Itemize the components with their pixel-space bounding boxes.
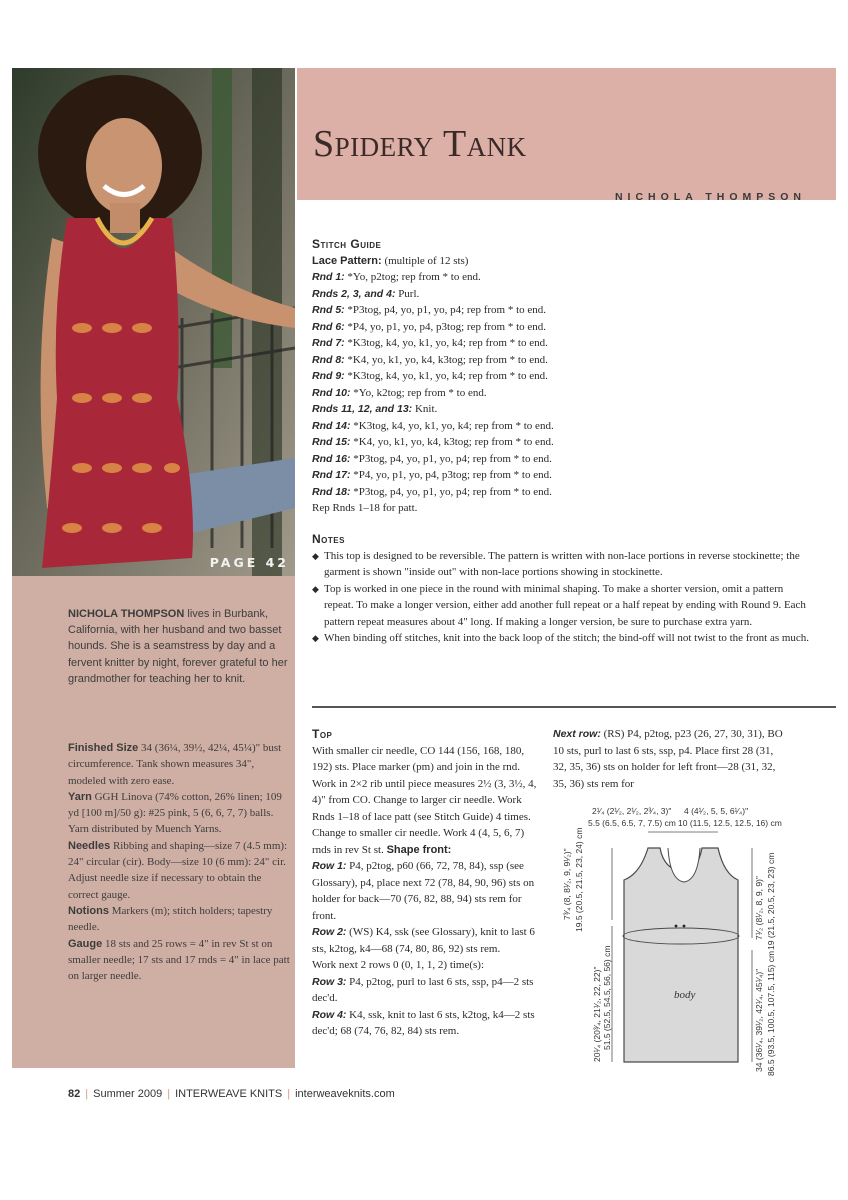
- spec-item: [68, 936, 290, 985]
- row-label: Rnd 14:: [312, 419, 351, 432]
- instruction-row: [312, 974, 538, 1007]
- page-reference: PAGE 42: [209, 555, 289, 570]
- top-intro-text: With smaller cir needle, CO 144 (156, 168, 180, 192) sts. Place marker (pm) and join in the rnd. Work in 2×2 rib until piece measures 2½ (3, 3½, 4, 4)" from CO. Change to larger cir needle. Work Rnds 1–18 of lace patt (see Stitch Guide) 4 times. Change to smaller cir needle. Work 4 (4, 5, 6, 7) rnds in rev St st.: [312, 744, 537, 856]
- spec-text: Markers (m); stitch holders; tapestry needle.: [68, 904, 273, 934]
- spec-text: 18 sts and 25 rows = 4" in rev St st on smaller needle; 17 sts and 17 rnds = 4" in lace patt on larger needle.: [68, 937, 290, 983]
- dim-top-right-in: 4 (4¹⁄₂, 5, 5, 6¹⁄₄)": [684, 806, 749, 816]
- row-text: *K3tog, k4, yo, k1, yo, k4; rep from * to end.: [350, 419, 554, 432]
- stitch-row: [312, 368, 812, 385]
- row-text: *K4, yo, k1, yo, k4, k3tog; rep from * to end.: [344, 353, 548, 366]
- spec-text: 34 (36¼, 39½, 42¼, 45¼)" bust circumference. Tank shown measures 34", modeled with zero ease.: [68, 742, 282, 787]
- top-intro: [312, 743, 538, 859]
- stitch-row: [312, 418, 812, 435]
- dim-top-left-cm: 5.5 (6.5, 6.5, 7, 7.5) cm: [588, 818, 676, 828]
- spec-text: Ribbing and shaping—size 7 (4.5 mm): 24" circular (cir). Body—size 10 (6 mm): 24" cir. Adjust needle size if necessary to obtain the correct gauge.: [68, 839, 288, 901]
- photo-illustration: [12, 68, 295, 576]
- author-byline: NICHOLA THOMPSON: [614, 191, 806, 203]
- row-text: *P4, yo, p1, yo, p4, p3tog; rep from * to end.: [344, 320, 547, 333]
- row-label: Rnds 2, 3, and 4:: [312, 287, 396, 300]
- stitch-row: [312, 401, 812, 418]
- notes-list: [312, 548, 812, 647]
- top-heading: Top: [312, 727, 333, 741]
- row-label: Row 3:: [312, 975, 347, 988]
- website-link[interactable]: interweaveknits.com: [295, 1088, 395, 1100]
- row-label: Rnd 17:: [312, 469, 351, 481]
- lace-text: (multiple of 12 sts): [381, 254, 469, 267]
- stitch-row: [312, 385, 812, 402]
- note-item: ◆ This top is designed to be reversible. The pattern is written with non-lace portions in reverse stockinette; the garment is shown "inside out" with non-lace portions showing in stockinette.: [312, 548, 812, 581]
- dim-right-upper: 7¹⁄₂ (8¹⁄₂, 8, 9, 9)": [754, 876, 764, 940]
- row-text: Purl.: [395, 287, 420, 300]
- magazine-name: INTERWEAVE KNITS: [175, 1088, 283, 1100]
- marker-dot: [675, 925, 678, 928]
- stitch-row: [312, 269, 812, 286]
- schematic-diagram: [560, 800, 836, 1080]
- footer-separator: |: [287, 1088, 291, 1100]
- lace-pattern: [312, 253, 812, 270]
- row-text: *P3tog, p4, yo, p1, yo, p4; rep from * to end.: [344, 304, 547, 316]
- stitch-row: [312, 434, 812, 451]
- bio-text: lives in Burbank, California, with her husband and two basset hounds. She is a seamstress by day and a fervent knitter by night, forever grateful to her grandmother for teaching her to knit.: [68, 608, 288, 685]
- spec-label: Needles: [68, 839, 111, 852]
- dim-left-lower: 20¹⁄₄ (20³⁄₄, 21¹⁄₂, 22, 22)": [592, 966, 602, 1062]
- notes-section: [312, 531, 812, 647]
- row-text: *P4, yo, p1, yo, p4, p3tog; rep from * to end.: [350, 469, 552, 481]
- spec-text: GGH Linova (74% cotton, 26% linen; 109 yd [100 m]/50 g): #25 pink, 5 (6, 6, 7, 7) balls. Yarn distributed by Muench Yarns.: [68, 790, 282, 836]
- issue: Summer 2009: [93, 1088, 163, 1100]
- instruction-row: [312, 1007, 538, 1040]
- note-item: ◆ When binding off stitches, knit into the back loop of the stitch; the bind-off will not twist to the front as much.: [312, 630, 812, 647]
- row-text: (WS) K4, ssk (see Glossary), knit to last 6 sts, k2tog, k4—68 (74, 80, 86, 92) sts rem.: [312, 926, 535, 955]
- spec-label: Notions: [68, 904, 109, 917]
- row-label: Rnd 8:: [312, 353, 345, 366]
- row-text: *Yo, p2tog; rep from * to end.: [344, 271, 481, 283]
- row-label: Rnd 10:: [312, 386, 351, 399]
- designer-bio: [68, 606, 288, 687]
- next-row: [553, 726, 789, 792]
- spec-item: [68, 838, 290, 903]
- stitch-row: [312, 467, 812, 484]
- bio-name: NICHOLA THOMPSON: [68, 608, 185, 620]
- stitch-guide: [312, 236, 812, 517]
- lace-label: Lace Pattern:: [312, 254, 382, 267]
- row-label: Rnd 5:: [312, 304, 345, 316]
- model-photo: [12, 68, 295, 576]
- note-item: ◆ Top is worked in one piece in the round with minimal shaping. To make a shorter version, omit a pattern repeat. To make a longer version, either add another full repeat or a half repeat by ending with Round 9. Each pattern repeat measures about 4" long. If making a longer version, be sure to purchase extra yarn.: [312, 581, 812, 631]
- footer-separator: |: [85, 1088, 89, 1100]
- page-title: Spidery Tank: [313, 123, 527, 165]
- row-text: Knit.: [412, 403, 438, 415]
- row-text: *Yo, k2tog; rep from * to end.: [350, 386, 487, 399]
- row-label: Rnd 9:: [312, 370, 345, 382]
- dim-top-right-cm: 10 (11.5, 12.5, 12.5, 16) cm: [678, 818, 782, 828]
- row-text: *K3tog, k4, yo, k1, yo, k4; rep from * to end.: [344, 337, 548, 349]
- stitch-repeat: Rep Rnds 1–18 for patt.: [312, 502, 418, 514]
- row-label: Rnd 1:: [312, 271, 345, 283]
- spec-label: Gauge: [68, 937, 103, 950]
- shape-front-label: Shape front:: [386, 843, 452, 856]
- stitch-row: [312, 484, 812, 501]
- stitch-guide-heading: Stitch Guide: [312, 237, 382, 251]
- stitch-row: [312, 286, 812, 303]
- stitch-row: [312, 319, 812, 336]
- stitch-row: [312, 335, 812, 352]
- top-instructions: [312, 726, 538, 1040]
- row-label: Row 4:: [312, 1008, 347, 1021]
- dim-left-lower-cm: 51.5 (52.5, 54.5, 56, 56) cm: [602, 945, 612, 1050]
- row-label: Rnds 11, 12, and 13:: [312, 403, 413, 415]
- spec-item: [68, 789, 290, 838]
- work-next-text: Work next 2 rows 0 (0, 1, 1, 2) time(s):: [312, 959, 485, 971]
- marker-dot: [683, 925, 686, 928]
- row-label: Row 1:: [312, 860, 347, 872]
- next-row-instructions: [553, 726, 789, 792]
- row-label: Rnd 7:: [312, 337, 345, 349]
- sidebar: [12, 576, 295, 1068]
- dim-left-upper-cm: 19.5 (20.5, 21.5, 23, 24) cm: [574, 827, 584, 932]
- stitch-row: [312, 302, 812, 319]
- dim-top-left-in: 2¹⁄₄ (2¹⁄₂, 2¹⁄₂, 2³⁄₄, 3)": [592, 806, 672, 816]
- row-label: Rnd 15:: [312, 436, 351, 448]
- dim-right-lower-cm: 86.5 (93.5, 100.5, 107.5, 115) cm: [766, 950, 776, 1076]
- instruction-row: [312, 924, 538, 957]
- row-text: *K4, yo, k1, yo, k4, k3tog; rep from * to end.: [350, 436, 554, 448]
- page-footer: [68, 1088, 395, 1100]
- spec-item: [68, 740, 290, 789]
- row-text: *P3tog, p4, yo, p1, yo, p4; rep from * to end.: [350, 485, 552, 498]
- spec-label: Yarn: [68, 790, 92, 803]
- row-text: P4, p2tog, purl to last 6 sts, ssp, p4—2 sts dec'd.: [312, 975, 534, 1004]
- dim-right-upper-cm: 19 (21.5, 20.5, 23, 23) cm: [766, 852, 776, 950]
- pattern-specs: [68, 740, 290, 984]
- body-label: body: [674, 989, 696, 1001]
- dim-right-lower: 34 (36¹⁄₄, 39¹⁄₂, 42¹⁄₄, 45¹⁄₄)": [754, 968, 764, 1072]
- title-band: [297, 68, 836, 203]
- footer-separator: |: [167, 1088, 171, 1100]
- garment-schematic: [560, 800, 836, 1080]
- stitch-row: [312, 352, 812, 369]
- row-text: K4, ssk, knit to last 6 sts, k2tog, k4—2 sts dec'd; 68 (74, 76, 82, 84) sts rem.: [312, 1008, 535, 1037]
- row-text: P4, p2tog, p60 (66, 72, 78, 84), ssp (see Glossary), p4, place next 72 (78, 84, 90, 96) sts on holder for back—70 (76, 82, 88, 94) sts rem for front.: [312, 860, 535, 922]
- row-label: Next row:: [553, 728, 601, 740]
- instruction-row: [312, 858, 538, 924]
- row-label: Rnd 16:: [312, 452, 351, 465]
- section-divider: [312, 706, 836, 708]
- stitch-row: [312, 451, 812, 468]
- row-label: Rnd 18:: [312, 485, 351, 498]
- dim-left-upper: 7³⁄₄ (8, 8¹⁄₂, 9, 9¹⁄₂)": [562, 848, 572, 920]
- row-label: Rnd 6:: [312, 320, 345, 333]
- row-label: Row 2:: [312, 926, 347, 938]
- row-text: *P3tog, p4, yo, p1, yo, p4; rep from * to end.: [350, 452, 552, 465]
- notes-heading: Notes: [312, 532, 345, 546]
- page-number: 82: [68, 1088, 81, 1100]
- spec-label: Finished Size: [68, 742, 139, 754]
- row-text: (RS) P4, p2tog, p23 (26, 27, 30, 31), BO 10 sts, purl to last 6 sts, ssp, p4. Place first 28 (31, 32, 35, 36) sts on holder for left front—28 (31, 32, 35, 36) sts rem for: [553, 728, 783, 790]
- spec-item: [68, 903, 290, 936]
- row-text: *K3tog, k4, yo, k1, yo, k4; rep from * to end.: [344, 370, 548, 382]
